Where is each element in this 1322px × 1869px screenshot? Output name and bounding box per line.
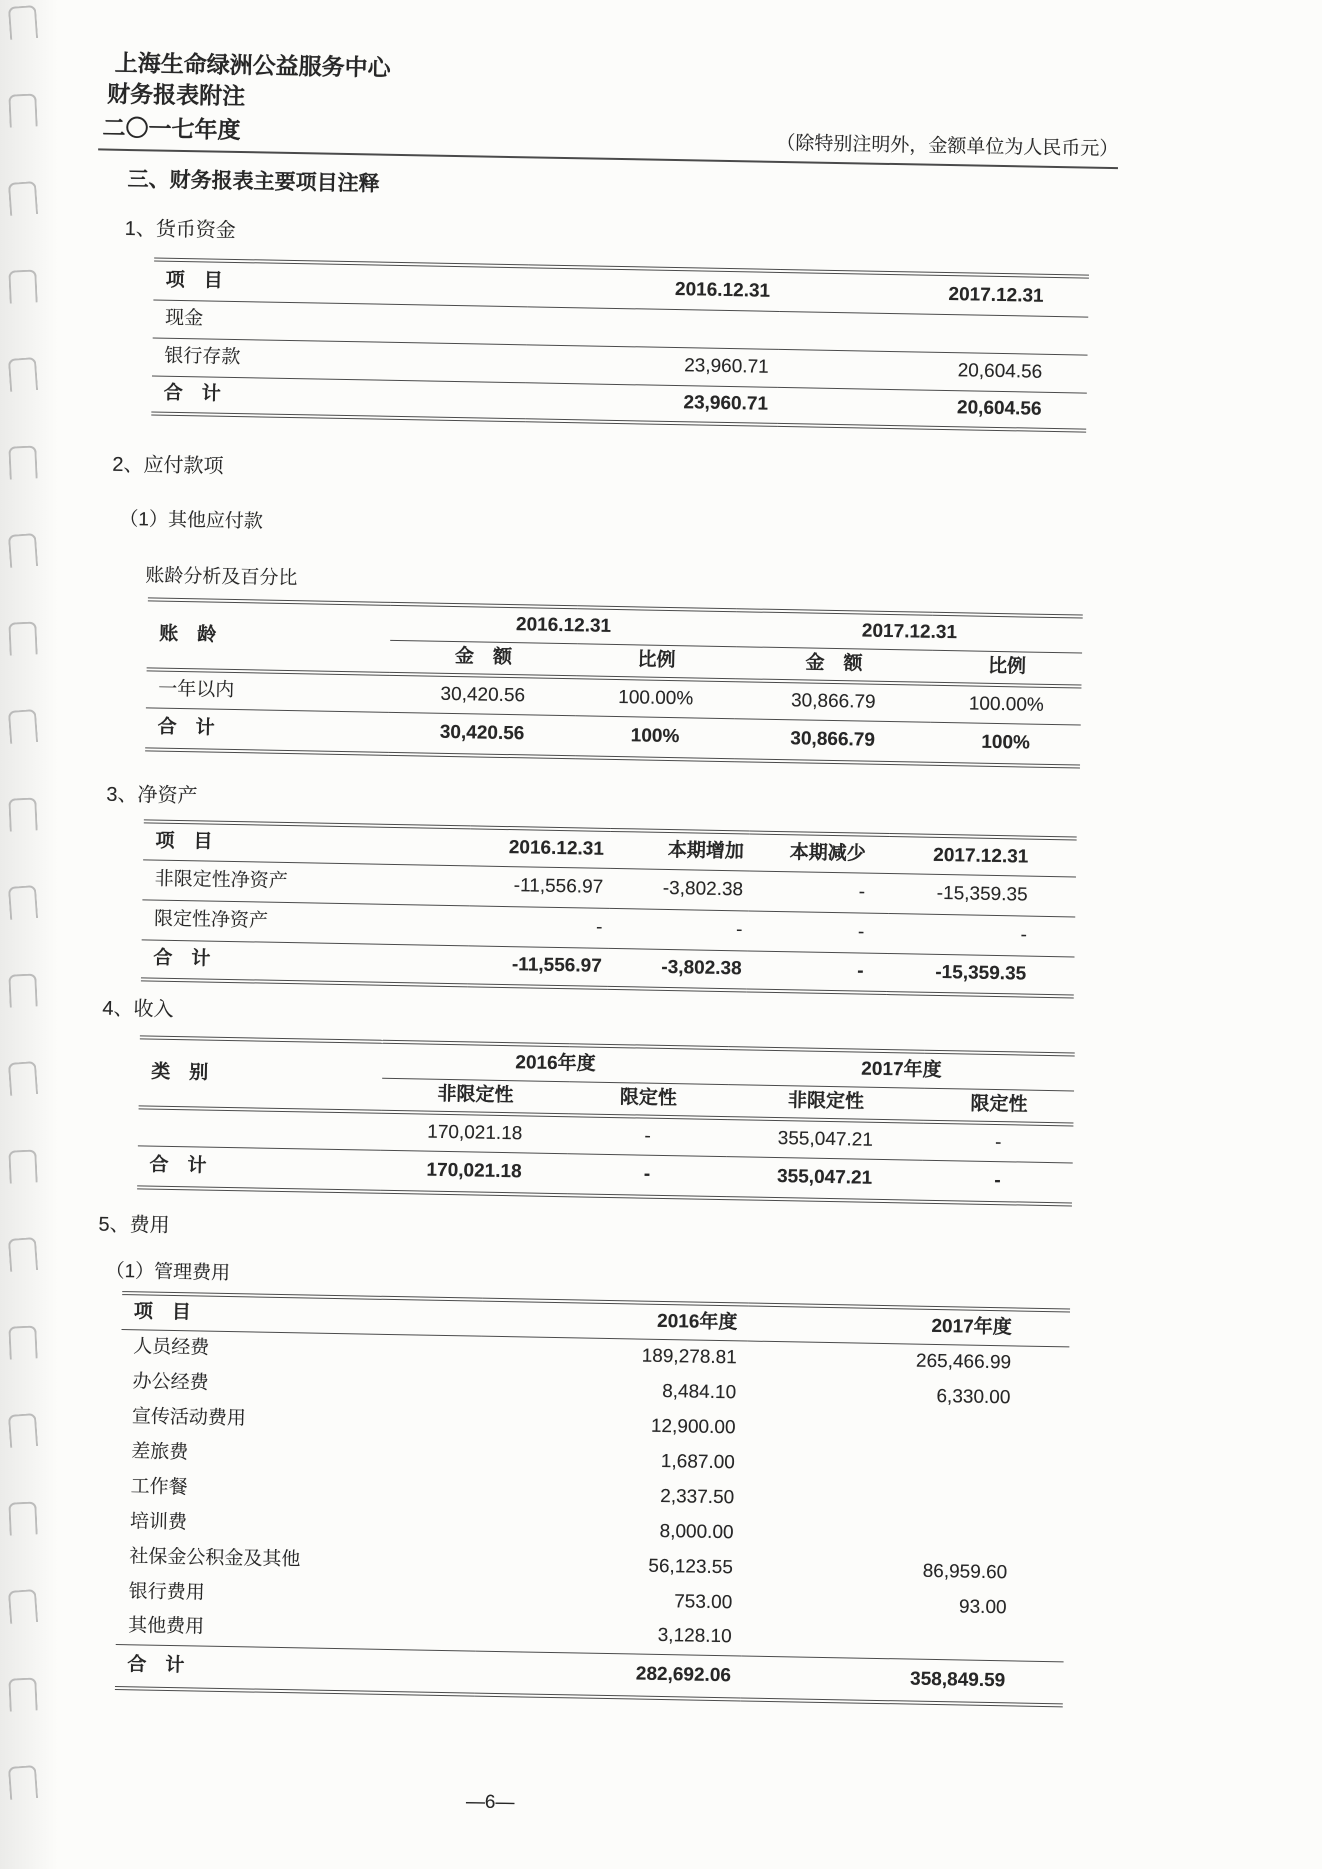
row-label: 社保金公积金及其他 <box>129 1545 301 1570</box>
restricted-2016: - <box>568 1115 728 1156</box>
row-label <box>138 1107 382 1149</box>
binder-hole-mark <box>8 181 38 216</box>
subheader-unrestricted-2017: 非限定性 <box>728 1084 925 1122</box>
column-header-2016: 2016.12.31 <box>470 827 611 868</box>
section-title-net-assets: 3、净资产 <box>106 783 198 808</box>
value-2017 <box>745 1446 1068 1487</box>
value-increase: - <box>608 908 749 951</box>
value-decrease: - <box>748 910 889 953</box>
subheader-restricted-2017: 限定性 <box>924 1088 1074 1125</box>
value-2016: 2,337.50 <box>660 1485 735 1508</box>
column-header-item: 项 目 <box>122 1293 483 1336</box>
period: 二〇一七年度 <box>102 114 241 144</box>
binder-hole-mark <box>8 1501 37 1535</box>
column-header-2017: 2017年度 <box>747 1305 1070 1347</box>
row-label: 差旅费 <box>131 1440 189 1463</box>
subheader-unrestricted-2016: 非限定性 <box>382 1078 570 1115</box>
restricted-2017: - <box>922 1160 1072 1205</box>
column-header-2016: 2016.12.31 <box>390 604 737 646</box>
amount-2016: 30,420.56 <box>388 712 576 757</box>
value-2017: -15,359.35 <box>887 953 1074 996</box>
doc-title: 财务报表附注 <box>106 80 246 110</box>
row-label: 合 计 <box>137 1145 381 1191</box>
ratio-2016: 100% <box>575 715 735 760</box>
value-2016: 12,900.00 <box>650 1415 736 1438</box>
row-label: 人员经费 <box>133 1336 210 1359</box>
value-2016: -11,556.97 <box>467 945 608 988</box>
subheader-ratio-2017: 比例 <box>932 650 1082 687</box>
unrestricted-2017: 355,047.21 <box>727 1118 924 1160</box>
value-decrease: - <box>749 870 890 913</box>
column-header-2017: 2017.12.31 <box>889 835 1076 876</box>
binder-hole-mark <box>8 1677 37 1711</box>
ratio-2017: 100.00% <box>931 684 1081 725</box>
value-2017: 358,849.59 <box>741 1655 1064 1705</box>
column-header-2016: 2016.12.31 <box>527 266 780 311</box>
value-increase: -3,802.38 <box>607 948 748 991</box>
monetary-funds-table <box>151 257 1089 432</box>
column-header-item: 项 目 <box>153 259 528 306</box>
net-assets-table <box>141 819 1077 998</box>
row-label: 合 计 <box>151 375 526 420</box>
value-2016: 23,960.71 <box>526 344 779 387</box>
value-2016: 56,123.55 <box>648 1555 734 1578</box>
value-2016: 8,484.10 <box>661 1380 737 1403</box>
value-2016: 282,692.06 <box>475 1651 741 1700</box>
section-title-expenses: 5、费用 <box>98 1213 170 1237</box>
column-header-increase: 本期增加 <box>610 830 751 871</box>
amount-2017: 30,866.79 <box>735 680 932 722</box>
row-label: 合 计 <box>115 1644 476 1695</box>
value-2016: 753.00 <box>673 1590 733 1613</box>
column-header-aging: 账 龄 <box>147 599 391 673</box>
binder-hole-mark <box>8 1061 38 1096</box>
binder-hole-mark <box>8 973 37 1007</box>
column-header-2017: 2017.12.31 <box>780 271 1089 317</box>
value-2017: 86,959.60 <box>922 1560 1008 1583</box>
row-label: 非限定性净资产 <box>142 859 469 905</box>
row-label: 其他费用 <box>127 1615 205 1638</box>
value-2017: -15,359.35 <box>889 873 1076 916</box>
binder-hole-mark <box>8 445 37 479</box>
column-header-2016: 2016年度 <box>382 1042 729 1084</box>
admin-expenses-table <box>115 1291 1070 1707</box>
document-content <box>68 47 1120 1824</box>
binder-hole-mark <box>8 5 38 40</box>
row-label: 限定性净资产 <box>142 899 469 945</box>
value-2017: - <box>888 913 1075 956</box>
amount-2016: 30,420.56 <box>389 674 577 715</box>
main-section-title: 三、财务报表主要项目注释 <box>127 167 380 196</box>
row-label: 办公经费 <box>132 1370 209 1394</box>
income-table <box>137 1035 1075 1206</box>
amount-2017: 30,866.79 <box>734 718 931 764</box>
value-2016: - <box>468 905 609 948</box>
column-header-category: 类 别 <box>139 1037 383 1111</box>
binder-hole-mark <box>8 1237 38 1272</box>
binder-hole-mark <box>8 1149 37 1183</box>
unrestricted-2017: 355,047.21 <box>726 1156 923 1202</box>
unit-note: （除特别注明外，金额单位为人民币元） <box>776 132 1119 161</box>
subheader-restricted-2016: 限定性 <box>569 1081 729 1118</box>
subheader-amount-2016: 金 额 <box>390 640 578 677</box>
subsection-admin-expenses: （1）管理费用 <box>105 1260 231 1285</box>
value-2016: 8,000.00 <box>659 1520 734 1543</box>
payables-aging-table <box>145 597 1083 768</box>
value-2017: 265,466.99 <box>915 1350 1012 1374</box>
org-name: 上海生命绿洲公益服务中心 <box>114 49 391 81</box>
row-label: 合 计 <box>145 707 389 753</box>
subheader-ratio-2016: 比例 <box>577 643 737 680</box>
subheader-amount-2017: 金 额 <box>736 646 933 684</box>
binder-hole-mark <box>8 93 37 127</box>
value-2017 <box>743 1515 1066 1556</box>
row-label: 一年以内 <box>146 669 390 711</box>
binder-hole-mark <box>8 885 38 920</box>
value-2017: 93.00 <box>958 1595 1007 1618</box>
binder-hole-mark <box>8 797 37 831</box>
row-label: 宣传活动费用 <box>131 1405 247 1429</box>
value-2016: 3,128.10 <box>657 1625 732 1648</box>
value-2017 <box>744 1481 1067 1522</box>
binder-hole-mark <box>8 357 38 392</box>
binder-hole-mark <box>8 1589 38 1624</box>
value-2016: 23,960.71 <box>525 382 778 425</box>
ratio-2017: 100% <box>930 722 1080 767</box>
binder-marks <box>0 0 60 1869</box>
value-2016 <box>527 306 780 349</box>
value-2017 <box>741 1620 1064 1661</box>
value-2017: 20,604.56 <box>778 387 1087 431</box>
row-label: 培训费 <box>129 1510 188 1533</box>
row-label: 工作餐 <box>130 1475 188 1498</box>
unrestricted-2016: 170,021.18 <box>381 1112 569 1153</box>
column-header-2017: 2017.12.31 <box>736 610 1083 652</box>
unrestricted-2016: 170,021.18 <box>380 1150 568 1195</box>
binder-hole-mark <box>8 1765 38 1800</box>
section-title-monetary: 1、货币资金 <box>124 217 236 242</box>
binder-hole-mark <box>8 1325 37 1359</box>
value-2016: 1,687.00 <box>660 1450 736 1473</box>
restricted-2016: - <box>567 1153 727 1198</box>
binder-hole-mark <box>8 1413 38 1448</box>
column-header-2017: 2017年度 <box>728 1048 1075 1090</box>
value-2016: 189,278.81 <box>641 1345 737 1369</box>
column-header-2016: 2016年度 <box>482 1300 748 1341</box>
binder-hole-mark <box>8 269 37 303</box>
row-label: 银行费用 <box>128 1580 205 1604</box>
subsection-other-payables: （1）其他应付款 <box>119 508 264 533</box>
row-label: 现金 <box>153 299 528 344</box>
section-title-payables: 2、应付款项 <box>112 453 224 478</box>
section-title-income: 4、收入 <box>102 997 174 1021</box>
value-2017: 6,330.00 <box>936 1385 1011 1408</box>
value-2017 <box>779 311 1088 355</box>
row-label: 银行存款 <box>152 337 527 382</box>
binder-hole-mark <box>8 533 38 568</box>
ratio-2016: 100.00% <box>576 677 736 718</box>
value-2017: 20,604.56 <box>778 349 1087 393</box>
restricted-2017: - <box>923 1122 1073 1163</box>
value-2016: -11,556.97 <box>469 865 610 908</box>
value-decrease: - <box>747 950 888 993</box>
column-header-decrease: 本期减少 <box>749 832 890 873</box>
aging-analysis-note: 账龄分析及百分比 <box>145 565 298 590</box>
page-number: —6— <box>465 1791 515 1814</box>
value-increase: -3,802.38 <box>609 868 750 911</box>
binder-hole-mark <box>8 621 37 655</box>
column-header-item: 项 目 <box>143 821 470 865</box>
row-label: 合 计 <box>141 939 468 985</box>
binder-hole-mark <box>8 709 38 744</box>
value-2017 <box>745 1411 1068 1452</box>
